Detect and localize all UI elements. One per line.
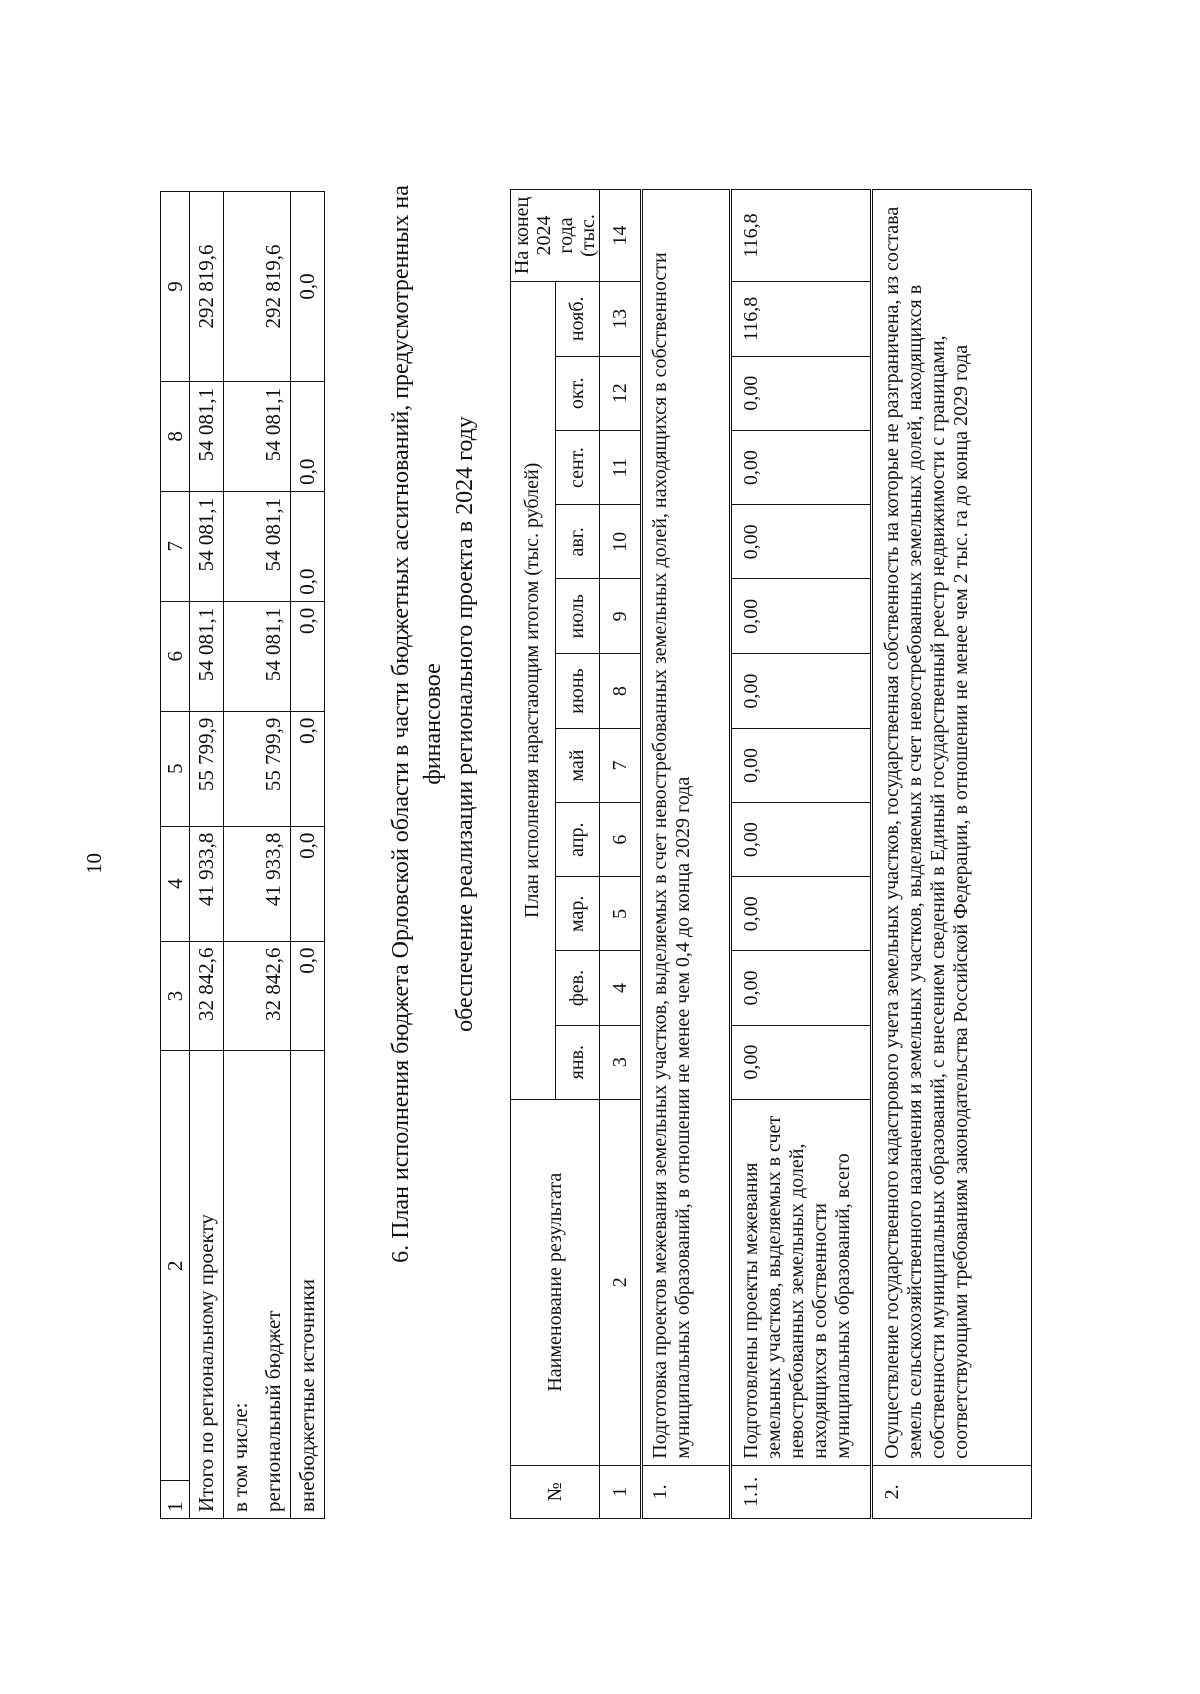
- number-cell: 4: [600, 951, 642, 1025]
- value-cell: [224, 826, 258, 941]
- section-title-line: 6. План исполнения бюджета Орловской области в части бюджетных ассигнований, предусмотренных на финансовое: [388, 185, 446, 1263]
- value-cell: 32 842,6: [190, 941, 224, 1051]
- value-cell: 0,00: [731, 728, 872, 802]
- value-cell: 54 081,1: [190, 381, 224, 491]
- plan-table: [510, 189, 1032, 1519]
- number-cell: 2: [600, 1099, 642, 1465]
- value-cell: 54 081,1: [257, 601, 291, 711]
- table-row: [291, 192, 325, 1519]
- header-no: №: [511, 1465, 600, 1518]
- value-cell: [224, 601, 258, 711]
- table-row: [257, 192, 291, 1519]
- value-cell: 0,00: [731, 1025, 872, 1099]
- table-row: [224, 192, 258, 1519]
- month-cell: янв.: [555, 1025, 600, 1099]
- number-cell: 6: [600, 803, 642, 877]
- value-cell: 0,0: [291, 711, 325, 826]
- row-label: Итого по региональному проекту: [190, 1051, 224, 1519]
- value-cell: 0,0: [291, 491, 325, 601]
- section-title-line: обеспечение реализации регионального проекта в 2024 году: [452, 416, 478, 1032]
- header-name: Наименование результата: [511, 1099, 600, 1465]
- row-number: 1.: [642, 1465, 731, 1518]
- value-cell: [224, 491, 258, 601]
- plan-header-row: [511, 190, 556, 1519]
- number-cell: 3: [600, 1025, 642, 1099]
- value-cell: 0,0: [291, 826, 325, 941]
- number-cell: 13: [600, 281, 642, 356]
- plan-number-row: [600, 190, 642, 1519]
- number-cell: 9: [600, 579, 642, 654]
- table-row: [872, 190, 1032, 1519]
- number-cell: 12: [600, 356, 642, 430]
- header-end-of-year: На конец 2024 года (тыс.: [511, 190, 600, 282]
- value-cell: 0,0: [291, 381, 325, 491]
- value-cell: [224, 941, 258, 1051]
- section-6-title: [385, 184, 481, 1264]
- number-cell: 7: [600, 728, 642, 802]
- page-number: 10: [82, 853, 106, 874]
- month-cell: нояб.: [555, 281, 600, 356]
- value-cell: 41 933,8: [257, 826, 291, 941]
- result-name: Подготовлены проекты межевания земельных участков, выделяемых в счет невостребованных земельных долей, находящихся в собственности муниципальных образований, всего: [731, 1099, 872, 1465]
- value-cell: 292 819,6: [257, 192, 291, 382]
- value-cell: 55 799,9: [190, 711, 224, 826]
- header-cell: 8: [161, 381, 190, 491]
- table-row: [731, 190, 872, 1519]
- month-cell: сент.: [555, 430, 600, 505]
- value-cell: 0,00: [731, 654, 872, 729]
- header-cell: 4: [161, 826, 190, 941]
- row-label: региональный бюджет: [257, 1051, 291, 1519]
- value-cell: 55 799,9: [257, 711, 291, 826]
- row-label: внебюджетные источники: [291, 1051, 325, 1519]
- number-cell: 5: [600, 877, 642, 951]
- month-cell: июль: [555, 579, 600, 654]
- value-cell: 54 081,1: [257, 491, 291, 601]
- value-cell: 0,00: [731, 356, 872, 430]
- header-cell: 9: [161, 192, 190, 382]
- value-cell: [224, 711, 258, 826]
- month-cell: окт.: [555, 356, 600, 430]
- value-cell: 0,0: [291, 941, 325, 1051]
- value-cell: 0,00: [731, 803, 872, 877]
- number-cell: 8: [600, 654, 642, 729]
- value-cell: 0,00: [731, 505, 872, 579]
- table-row: [642, 190, 731, 1519]
- value-cell: [224, 192, 258, 382]
- month-cell: апр.: [555, 803, 600, 877]
- header-cell: 6: [161, 601, 190, 711]
- number-cell: 11: [600, 430, 642, 505]
- value-cell: 32 842,6: [257, 941, 291, 1051]
- row-number: 1.1.: [731, 1465, 872, 1518]
- header-plan: План исполнения нарастающим итогом (тыс. рублей): [511, 281, 556, 1099]
- month-cell: июнь: [555, 654, 600, 729]
- header-cell: 7: [161, 491, 190, 601]
- value-cell: 0,00: [731, 579, 872, 654]
- value-cell: 0,0: [291, 192, 325, 382]
- header-cell: 3: [161, 941, 190, 1051]
- row-label: в том числе:: [224, 1051, 258, 1519]
- value-cell: 292 819,6: [190, 192, 224, 382]
- value-cell: 0,00: [731, 877, 872, 951]
- value-cell: 116,8: [731, 281, 872, 356]
- month-cell: авг.: [555, 505, 600, 579]
- task-text: Подготовка проектов межевания земельных участков, выделяемых в счет невостребованных земельных долей, находящихся в собственности муниципальных образований, в отношении не менее чем 0,4 до конца 2029 года: [642, 190, 731, 1466]
- header-cell: 2: [161, 1051, 190, 1481]
- header-cell: 5: [161, 711, 190, 826]
- value-cell: 54 081,1: [257, 381, 291, 491]
- table-row: [190, 192, 224, 1519]
- row-number: 2.: [872, 1465, 1032, 1518]
- budget-header-row: [161, 192, 190, 1519]
- value-cell: 116,8: [731, 190, 872, 282]
- month-cell: мар.: [555, 877, 600, 951]
- number-cell: 14: [600, 190, 642, 282]
- value-cell: 0,00: [731, 430, 872, 505]
- header-cell: 1: [161, 1481, 190, 1519]
- value-cell: 0,00: [731, 951, 872, 1025]
- task-text: Осуществление государственного кадастрового учета земельных участков, государственная собственность на которые не разграничена, из состава земель сельскохозяйственного назначения и земельных участков, выделяемых в счет невостребованных земельных долей, находящихся в собственности муниципальных образований, с внесением сведений в Единый государственный реестр недвижимости с границами, соответствующими требованиям законодательства Российской Федерации, в отношении не менее чем 2 тыс. га до конца 2029 года: [872, 190, 1032, 1466]
- budget-table: [160, 191, 325, 1519]
- month-cell: май: [555, 728, 600, 802]
- month-cell: фев.: [555, 951, 600, 1025]
- value-cell: 41 933,8: [190, 826, 224, 941]
- number-cell: 1: [600, 1465, 642, 1518]
- number-cell: 10: [600, 505, 642, 579]
- value-cell: [224, 381, 258, 491]
- value-cell: 0,0: [291, 601, 325, 711]
- value-cell: 54 081,1: [190, 601, 224, 711]
- value-cell: 54 081,1: [190, 491, 224, 601]
